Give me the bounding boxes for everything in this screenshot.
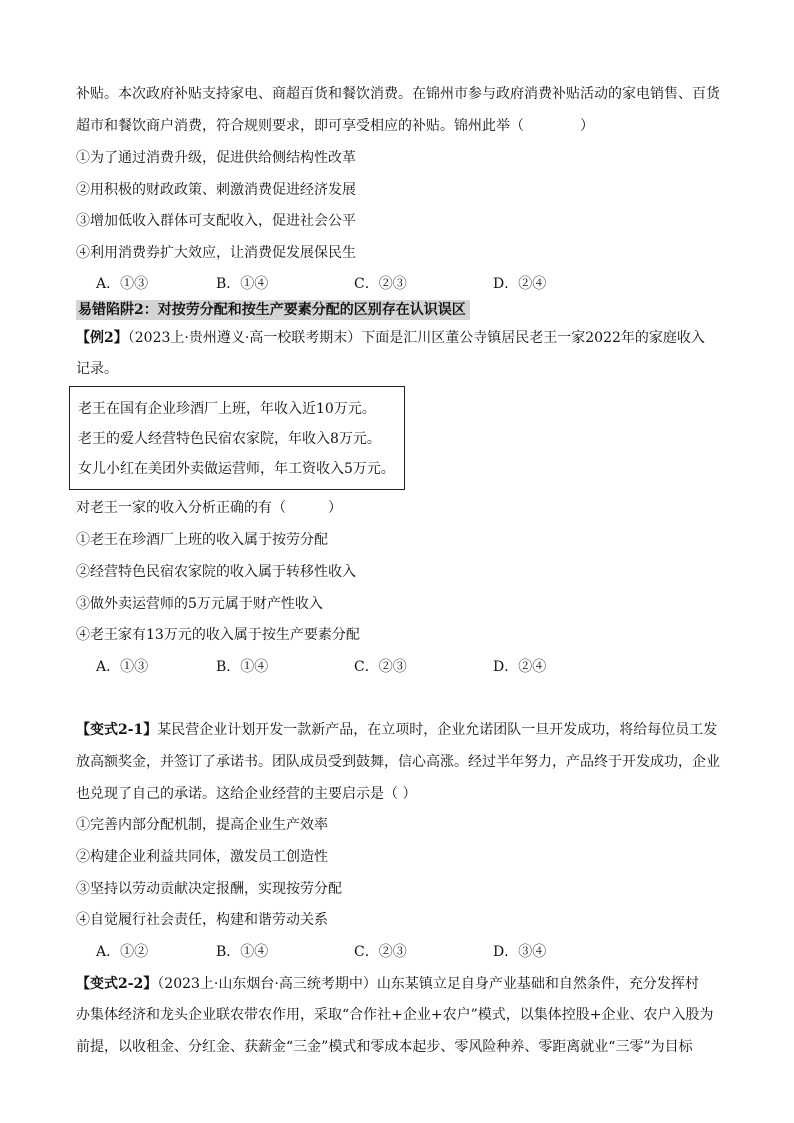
income-record-line-3: 女儿小红在美团外卖做运营师，年工资收入5万元。 <box>78 461 395 477</box>
q1-option-d: D．②④ <box>493 276 547 292</box>
q1-statement-4: ④利用消费券扩大效应，让消费促发展保民生 <box>76 245 356 261</box>
pitfall-heading: 易错陷阱2：对按劳分配和按生产要素分配的区别存在认识误区 <box>76 300 470 320</box>
income-record-box <box>69 386 405 490</box>
variant21-option-d: D．③④ <box>493 944 547 960</box>
income-record-line-1: 老王在国有企业珍酒厂上班，年收入近10万元。 <box>78 401 376 417</box>
q1-statement-2: ②用积极的财政政策、刺激消费促进经济发展 <box>76 182 356 198</box>
q1-option-b: B．①④ <box>216 276 269 292</box>
variant22-stem-line-2: 办集体经济和龙头企业联农带农作用，采取“合作社+企业+农户”模式，以集体控股+企业、农户入股为 <box>76 1007 714 1023</box>
example2-stem-line-2: 记录。 <box>76 361 118 377</box>
example2-statement-3: ③做外卖运营师的5万元属于财产性收入 <box>76 596 323 612</box>
q1-option-c: C．②③ <box>354 276 407 292</box>
variant21-option-c: C．②③ <box>354 944 407 960</box>
example2-statement-2: ②经营特色民宿农家院的收入属于转移性收入 <box>76 564 356 580</box>
variant22-stem-line-3: 前提，以收租金、分红金、获薪金“三金”模式和零成本起步、零风险种养、零距离就业“三零”为目标 <box>76 1039 693 1055</box>
variant21-tag: 【变式2-1】 <box>76 722 158 738</box>
variant21-option-b: B．①④ <box>216 944 269 960</box>
income-record-line-2: 老王的爱人经营特色民宿农家院，年收入8万元。 <box>78 431 381 447</box>
q1-statement-3: ③增加低收入群体可支配收入，促进社会公平 <box>76 213 356 229</box>
example2-option-b: B．①④ <box>216 659 269 675</box>
variant21-stem-line-3: 也兑现了自己的承诺。这给企业经营的主要启示是（ ） <box>76 786 417 802</box>
example2-question: 对老王一家的收入分析正确的有（ ） <box>76 500 342 516</box>
example2-stem-text: （2023上·贵州遵义·高一校联考期末）下面是汇川区董公寺镇居民老王一家2022年的家庭收入 <box>127 330 705 346</box>
variant21-option-a: A．①② <box>96 944 149 960</box>
variant21-statement-2: ②构建企业利益共同体，激发员工创造性 <box>76 849 328 865</box>
variant21-stem-text: 某民营企业计划开发一款新产品，在立项时，企业允诺团队一旦开发成功，将给每位员工发 <box>157 722 718 738</box>
example2-option-c: C．②③ <box>354 659 407 675</box>
q1-stem-line-2: 超市和餐饮商户消费，符合规则要求，即可享受相应的补贴。锦州此举（ ） <box>76 118 594 134</box>
variant21-statement-4: ④自觉履行社会责任，构建和谐劳动关系 <box>76 912 328 928</box>
q1-option-a: A．①③ <box>96 276 149 292</box>
variant22-stem-line-1 <box>76 974 699 994</box>
variant21-stem-line-1 <box>76 720 717 740</box>
example2-statement-4: ④老王家有13万元的收入属于按生产要素分配 <box>76 627 360 643</box>
example2-tag: 【例2】 <box>76 330 128 346</box>
variant21-stem-line-2: 放高额奖金，并签订了承诺书。团队成员受到鼓舞，信心高涨。经过半年努力，产品终于开发成功，企业 <box>76 754 720 770</box>
variant22-stem-text: （2023上·山东烟台·高三统考期中）山东某镇立足自身产业基础和自然条件，充分发挥村 <box>157 976 699 992</box>
variant22-tag: 【变式2-2】 <box>76 976 158 992</box>
example2-stem-line-1 <box>76 328 705 348</box>
example2-option-a: A．①③ <box>96 659 149 675</box>
example2-option-d: D．②④ <box>493 659 547 675</box>
variant21-statement-1: ①完善内部分配机制，提高企业生产效率 <box>76 817 328 833</box>
q1-stem-line-1: 补贴。本次政府补贴支持家电、商超百货和餐饮消费。在锦州市参与政府消费补贴活动的家电销售、百货 <box>76 86 720 102</box>
variant21-statement-3: ③坚持以劳动贡献决定报酬，实现按劳分配 <box>76 881 342 897</box>
q1-statement-1: ①为了通过消费升级，促进供给侧结构性改革 <box>76 150 356 166</box>
example2-statement-1: ①老王在珍酒厂上班的收入属于按劳分配 <box>76 532 328 548</box>
